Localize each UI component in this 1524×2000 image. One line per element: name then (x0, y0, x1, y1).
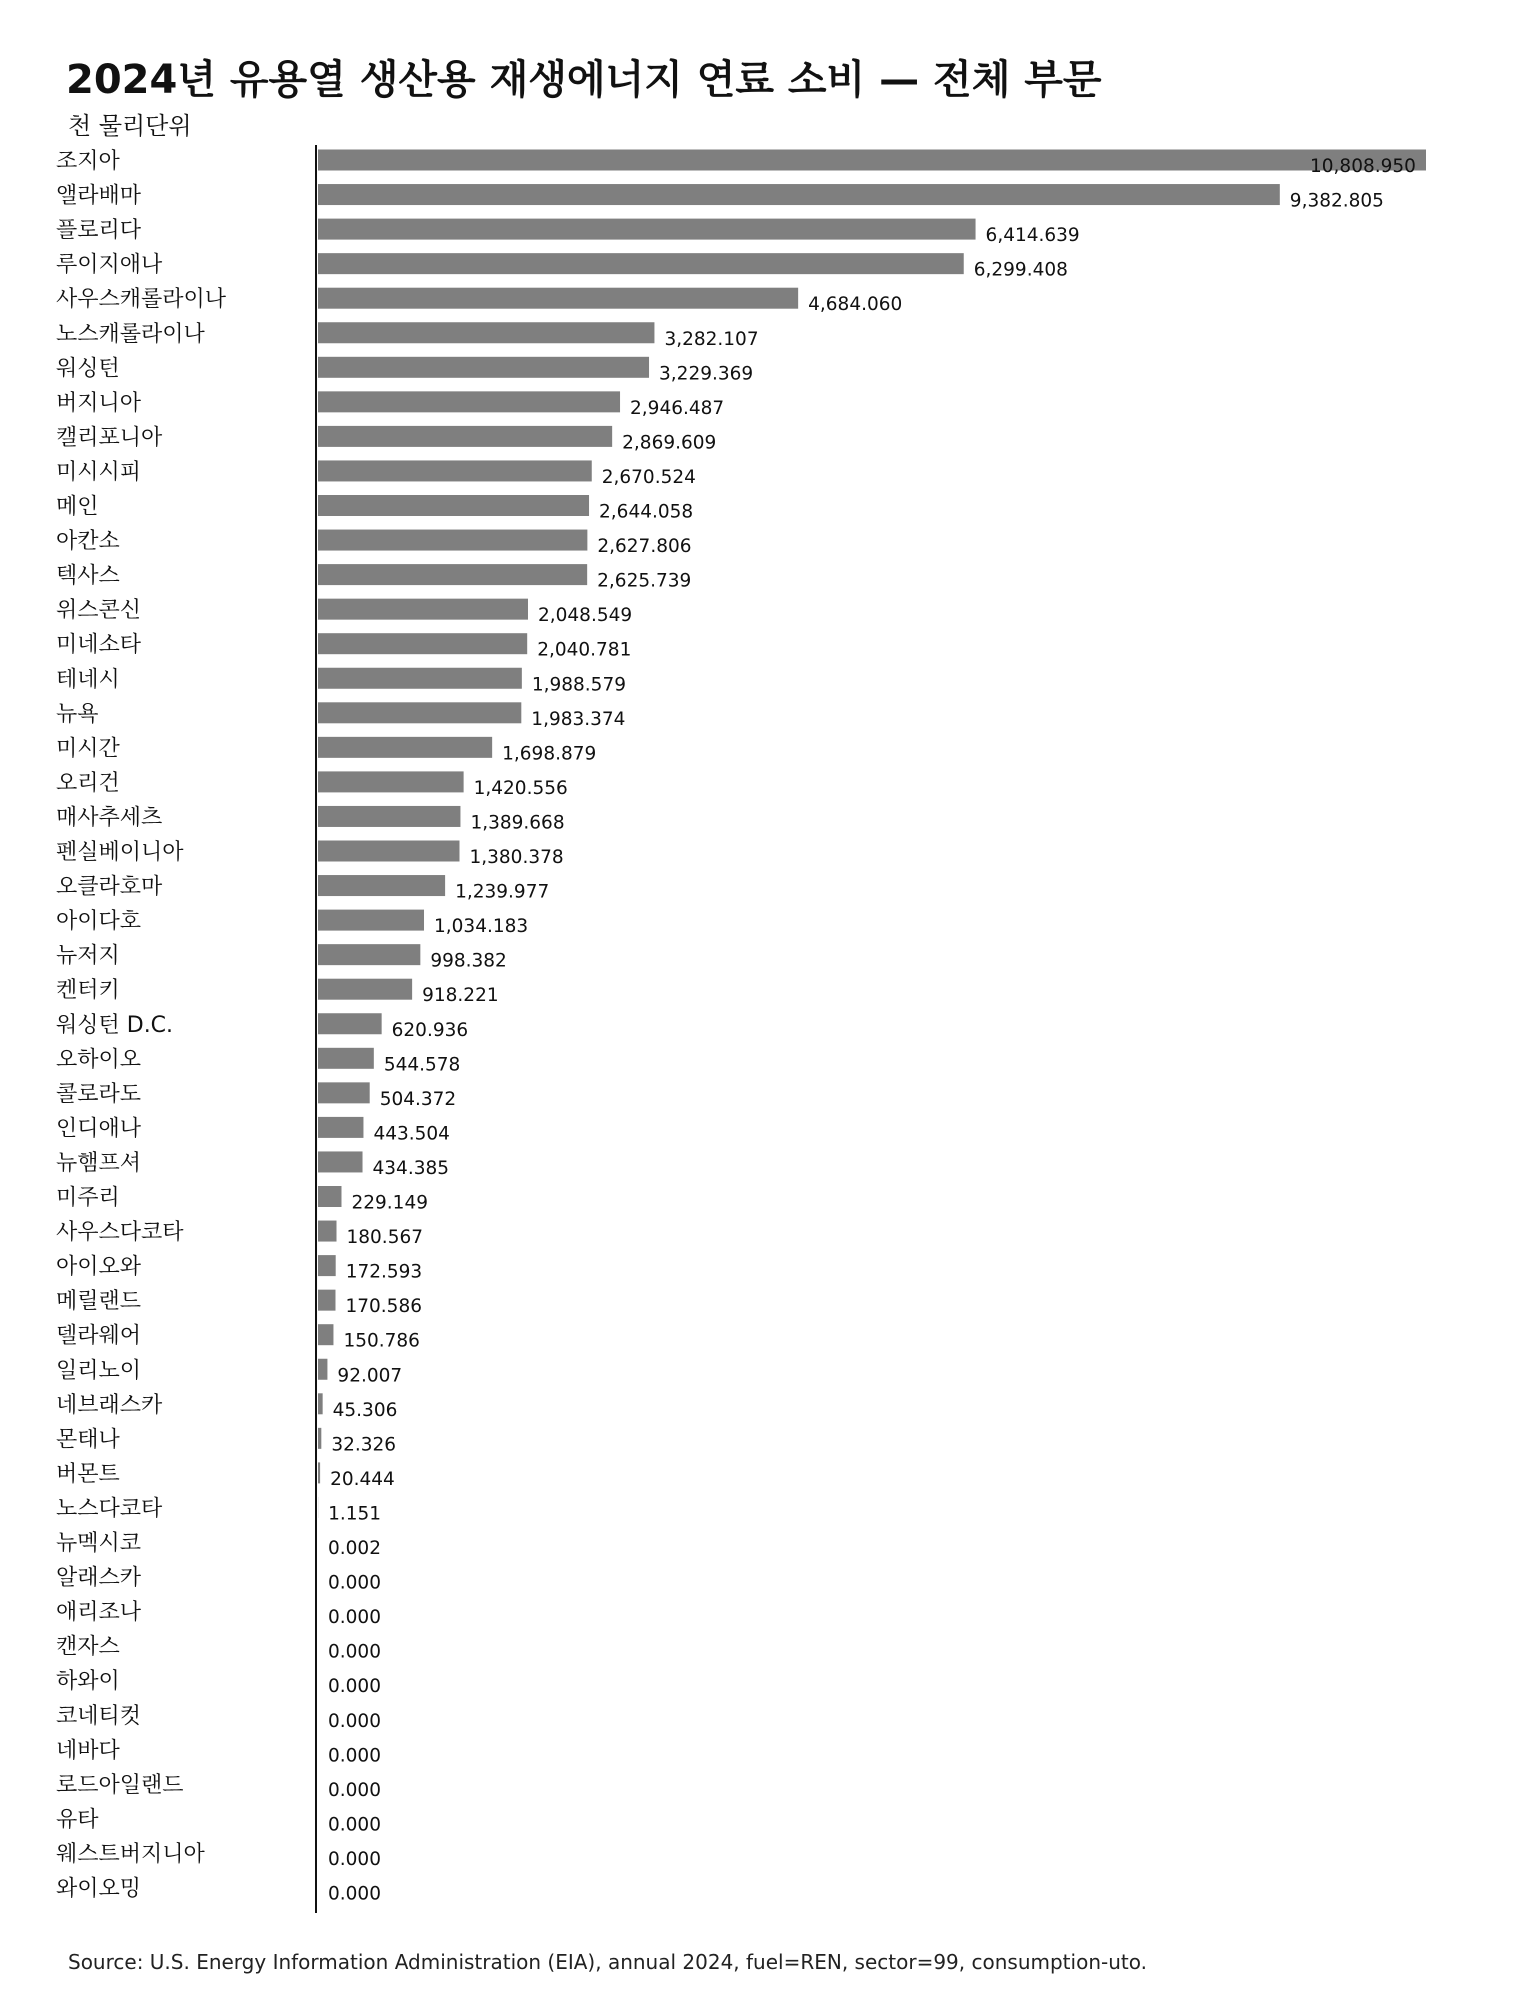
value-label: 434.385 (372, 1157, 450, 1179)
value-label: 998.382 (430, 950, 507, 972)
category-label: 애리조나 (56, 1600, 142, 1626)
source-note: Source: U.S. Energy Information Administration (EIA), annual 2024, fuel=REN, sector=99, consumption-uto. (68, 1950, 1147, 1974)
category-label: 매사추세츠 (56, 805, 163, 831)
value-label: 0.000 (328, 1641, 381, 1663)
value-label: 170.586 (345, 1296, 423, 1318)
value-label: 0.000 (328, 1745, 381, 1767)
bar (318, 495, 589, 516)
value-label: 1,420.556 (473, 777, 568, 799)
value-label: 10,808.950 (1310, 156, 1416, 177)
value-label: 2,627.806 (597, 536, 692, 558)
value-label: 2,946.487 (630, 397, 725, 419)
value-label: 0.000 (328, 1607, 381, 1629)
category-label: 유타 (56, 1807, 99, 1833)
value-label: 0.000 (328, 1572, 381, 1594)
category-label: 노스캐롤라이나 (56, 321, 205, 347)
value-label: 0.000 (328, 1676, 381, 1698)
bar (318, 841, 459, 862)
category-label: 와이오밍 (56, 1876, 142, 1902)
category-label: 아이다호 (56, 909, 142, 935)
bar (318, 1221, 337, 1242)
category-label: 네바다 (56, 1738, 120, 1764)
value-label: 3,282.107 (664, 328, 759, 350)
value-label: 180.567 (346, 1227, 424, 1249)
category-label: 캔자스 (56, 1634, 120, 1660)
category-label: 웨스트버지니아 (56, 1841, 205, 1867)
value-label: 2,869.609 (622, 432, 717, 454)
value-label: 45.306 (332, 1399, 398, 1421)
value-label: 2,048.549 (537, 605, 633, 627)
value-label: 1,034.183 (434, 916, 529, 938)
value-label: 0.000 (328, 1779, 381, 1801)
category-label: 인디애나 (56, 1116, 142, 1142)
value-label: 92.007 (337, 1365, 403, 1387)
category-label: 사우스다코타 (56, 1220, 184, 1246)
bar (318, 633, 527, 654)
category-label: 델라웨어 (56, 1323, 142, 1349)
labels-layer (56, 149, 1416, 1905)
category-label: 아칸소 (56, 529, 120, 555)
category-label: 뉴햄프셔 (56, 1150, 142, 1176)
bar (318, 806, 460, 827)
category-label: 네브래스카 (56, 1392, 163, 1418)
bar (318, 391, 620, 412)
category-label: 위스콘신 (56, 598, 142, 624)
category-label: 메인 (56, 494, 99, 520)
bar (318, 357, 649, 378)
category-label: 플로리다 (56, 218, 142, 244)
bar (318, 599, 528, 620)
category-label: 미주리 (56, 1185, 120, 1211)
value-label: 620.936 (391, 1019, 469, 1041)
bar (318, 875, 445, 896)
bar (318, 1048, 374, 1069)
value-label: 229.149 (351, 1192, 429, 1214)
bar (318, 1151, 363, 1172)
value-label: 1,389.668 (470, 812, 565, 834)
chart-title: 2024년 유용열 생산용 재생에너지 연료 소비 — 전체 부문 (66, 57, 1102, 103)
bar (318, 150, 1426, 171)
bar (318, 979, 412, 1000)
bar (318, 1255, 336, 1276)
category-label: 펜실베이니아 (56, 840, 184, 865)
value-label: 1.151 (328, 1503, 382, 1525)
value-label: 1,698.879 (502, 743, 597, 765)
category-label: 조지아 (56, 149, 120, 174)
bar (318, 1186, 341, 1207)
value-label: 1,239.977 (455, 881, 550, 903)
bar (318, 564, 587, 585)
bar (318, 702, 521, 723)
bar (318, 460, 592, 481)
bar (318, 737, 492, 758)
category-label: 텍사스 (56, 563, 120, 589)
value-label: 3,229.369 (659, 363, 754, 385)
category-label: 오하이오 (56, 1047, 142, 1073)
bar (318, 1290, 335, 1311)
category-label: 미시간 (56, 736, 120, 762)
chart-subtitle: 천 물리단위 (68, 112, 192, 140)
bar (318, 1324, 333, 1345)
value-label: 150.786 (343, 1330, 420, 1352)
category-label: 미시시피 (56, 459, 142, 485)
value-label: 0.000 (328, 1710, 381, 1732)
bar (318, 1359, 327, 1380)
bar (318, 944, 420, 965)
category-label: 버지니아 (56, 390, 142, 416)
bar (318, 288, 798, 309)
bar (318, 910, 424, 931)
value-label: 1,380.378 (469, 847, 564, 868)
category-label: 사우스캐롤라이나 (56, 287, 227, 313)
bar (318, 426, 612, 447)
category-label: 워싱턴 (56, 356, 120, 382)
bar (318, 1117, 363, 1138)
value-label: 918.221 (422, 985, 499, 1007)
category-label: 켄터키 (56, 978, 120, 1004)
value-label: 32.326 (331, 1434, 397, 1456)
category-label: 앨라배마 (56, 183, 142, 209)
bar (318, 1013, 382, 1034)
value-label: 2,644.058 (599, 501, 694, 523)
bar (318, 771, 464, 792)
bar (318, 1393, 323, 1414)
value-label: 1,983.374 (531, 708, 626, 730)
category-label: 버몬트 (56, 1461, 120, 1487)
bar (318, 219, 976, 240)
category-label: 메릴랜드 (56, 1289, 142, 1315)
bar (318, 253, 964, 274)
value-label: 2,625.739 (597, 570, 692, 592)
category-label: 콜로라도 (56, 1081, 142, 1107)
category-label: 아이오와 (56, 1254, 142, 1280)
category-label: 뉴욕 (56, 701, 99, 727)
bar (318, 184, 1280, 205)
category-label: 테네시 (56, 667, 120, 693)
value-label: 2,670.524 (601, 466, 696, 488)
category-label: 오리건 (56, 770, 120, 796)
value-label: 0.000 (328, 1814, 381, 1836)
category-label: 뉴저지 (56, 943, 120, 969)
value-label: 6,414.639 (985, 225, 1080, 247)
category-label: 일리노이 (56, 1358, 142, 1384)
category-label: 루이지애나 (56, 252, 163, 278)
category-label: 몬태나 (56, 1427, 120, 1453)
value-label: 0.002 (328, 1538, 381, 1559)
category-label: 하와이 (56, 1669, 120, 1695)
value-label: 544.578 (383, 1054, 461, 1076)
value-label: 4,684.060 (808, 294, 903, 316)
value-label: 0.000 (328, 1848, 381, 1870)
bar (318, 1462, 320, 1483)
category-label: 뉴멕시코 (56, 1531, 142, 1556)
category-label: 로드아일랜드 (56, 1772, 184, 1798)
value-label: 0.000 (328, 1883, 381, 1905)
bar (318, 530, 587, 551)
value-label: 6,299.408 (973, 259, 1068, 281)
bar (318, 322, 654, 343)
value-label: 20.444 (330, 1468, 395, 1490)
category-label: 미네소타 (56, 632, 142, 658)
value-label: 1,988.579 (531, 674, 627, 696)
category-label: 워싱턴 D.C. (56, 1012, 174, 1038)
bar (318, 1428, 321, 1449)
bar (318, 1082, 370, 1103)
value-label: 9,382.805 (1289, 190, 1384, 212)
category-label: 코네티컷 (56, 1703, 142, 1729)
category-label: 캘리포니아 (56, 425, 163, 451)
value-label: 2,040.781 (537, 639, 632, 661)
value-label: 443.504 (373, 1123, 450, 1145)
category-label: 알래스카 (56, 1565, 142, 1591)
category-label: 노스다코타 (56, 1496, 163, 1522)
value-label: 172.593 (345, 1261, 423, 1283)
value-label: 504.372 (379, 1088, 457, 1110)
category-label: 오클라호마 (56, 874, 163, 900)
bar (318, 668, 522, 689)
